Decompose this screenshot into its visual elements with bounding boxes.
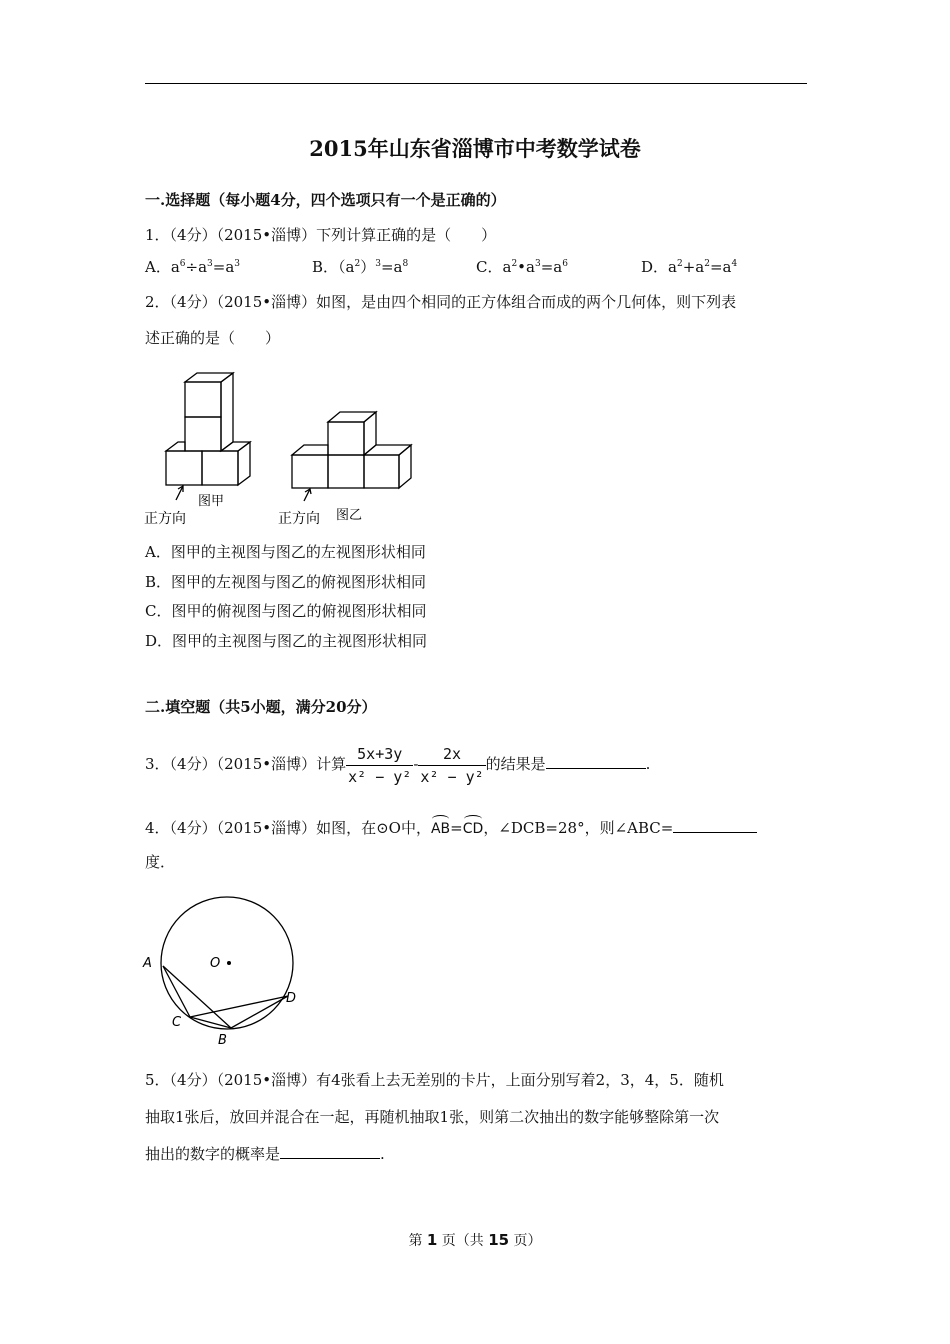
q5-line2: 抽取1张后，放回并混合在一起，再随机抽取1张，则第二次抽出的数字能够整除第一次 (145, 1108, 720, 1126)
q2-cube-figures (140, 365, 430, 530)
q2-stem-line2: 述正确的是（ ） (145, 329, 281, 347)
q2-option-a: A．图甲的主视图与图乙的左视图形状相同 (145, 543, 426, 561)
q2-option-b: B．图甲的左视图与图乙的俯视图形状相同 (145, 573, 427, 591)
section1-heading: 一.选择题（每小题4分，四个选项只有一个是正确的） (145, 191, 506, 209)
fig-yi-label: 图乙 (336, 508, 363, 523)
figure-yi (292, 412, 411, 501)
q3-fraction-1: $\frac{5x+3y}{\text{x² − y²}}$ (348, 744, 412, 786)
q1-option-b: B．$(a^2)^3=a^8$ (312, 258, 409, 276)
fig-jia-label: 图甲 (198, 494, 225, 509)
q1-option-d: D．$a^2+a^2=a^4$ (641, 258, 738, 276)
page-total: 15 (488, 1231, 510, 1249)
q2-option-d: D．图甲的主视图与图乙的主视图形状相同 (145, 632, 428, 650)
arc-ab: AB (431, 815, 450, 839)
q1-stem: 1．（4分）（2015•淄博）下列计算正确的是（ ） (145, 226, 497, 244)
point-b-label: B (218, 1033, 227, 1048)
q4-answer-blank[interactable] (673, 818, 757, 833)
q4-line1: 4．（4分）（2015•淄博）如图，在⊙O中，AB=CD，∠DCB=28°，则∠ABC= (145, 815, 757, 839)
q5-line3: 抽出的数字的概率是 . (145, 1145, 385, 1163)
fig-yi-front-label: 正方向 (278, 511, 320, 527)
page-footer: 第 1 页（共 15 页） (408, 1231, 542, 1249)
q1-option-a: A．$a^6\div a^3=a^3$ (145, 258, 241, 276)
q3-fraction-2: $\frac{2x}{\text{x² − y²}}$ (420, 744, 484, 786)
q3-answer-blank[interactable] (546, 754, 646, 769)
q5-answer-blank[interactable] (280, 1144, 380, 1159)
point-a-label: A (143, 956, 152, 971)
center-dot (227, 961, 231, 965)
page-title: 2015年山东省淄博市中考数学试卷 (309, 136, 641, 161)
q3-line: 3．（4分）（2015•淄博）计算 $\frac{5x+3y}{\text{x² − y²}}$ - $\frac{2x}{\text{x² − y²}}$ 的结果是 . (145, 744, 651, 786)
q4-circle-figure (140, 890, 310, 1050)
point-o-label: O (210, 956, 221, 971)
header-rule (145, 83, 807, 84)
q5-line1: 5．（4分）（2015•淄博）有4张看上去无差别的卡片，上面分别写着2，3，4，5．随机 (145, 1071, 724, 1089)
q2-stem-line1: 2．（4分）（2015•淄博）如图，是由四个相同的正方体组合而成的两个几何体，则下列表 (145, 293, 737, 311)
point-c-label: C (172, 1015, 182, 1030)
section2-heading: 二.填空题（共5小题，满分20分） (145, 698, 377, 716)
page-number: 1 (426, 1231, 438, 1249)
figure-jia (166, 373, 250, 500)
q2-option-c: C．图甲的俯视图与图乙的俯视图形状相同 (145, 602, 427, 620)
fig-jia-front-label: 正方向 (144, 511, 186, 527)
q1-option-c: C．$a^2•a^3=a^6$ (476, 258, 568, 276)
q4-line2: 度． (145, 853, 176, 871)
arc-cd: CD (463, 815, 484, 839)
point-d-label: D (286, 991, 297, 1006)
